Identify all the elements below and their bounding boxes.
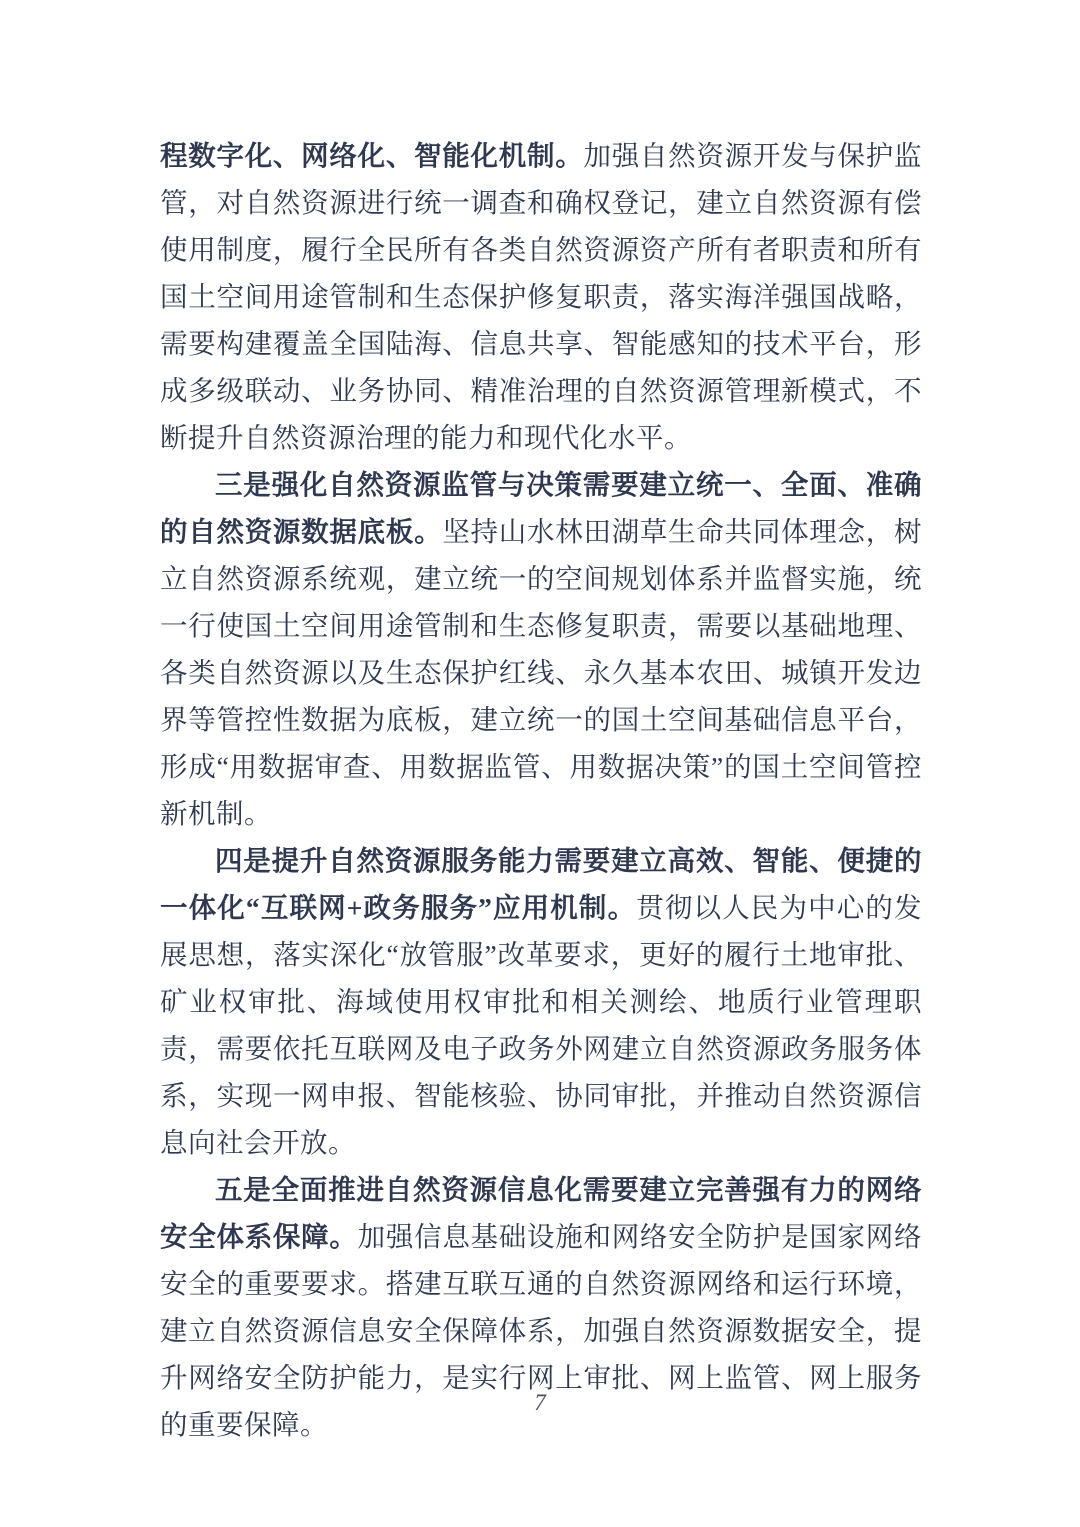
page-number: 7: [534, 1390, 546, 1415]
paragraph-lead-bold: 五是全面推进自然资源信息化需要建立完善强有力的网络安全体系保障。: [160, 1174, 922, 1252]
paragraph: [160, 132, 922, 461]
paragraph-lead-bold: 三是强化自然资源监管与决策需要建立统一、全面、准确的自然资源数据底板。: [160, 469, 922, 547]
paragraph-body-text: 贯彻以人民为中心的发展思想，落实深化“放管服”改革要求，更好的履行土地审批、矿业权审批、海域使用权审批和相关测绘、地质行业管理职责，需要依托互联网及电子政务外网建立自然资源政务服务体系，实现一网申报、智能核验、协同审批，并推动自然资源信息向社会开放。: [160, 892, 923, 1158]
paragraph: [160, 837, 922, 1166]
paragraph-lead-bold: 程数字化、网络化、智能化机制。: [160, 140, 584, 171]
paragraph-lead-bold: 四是提升自然资源服务能力需要建立高效、智能、便捷的一体化“互联网+政务服务”应用机制。: [160, 845, 922, 923]
paragraph: [160, 461, 922, 837]
text-block: [160, 132, 922, 1448]
paragraph-body-text: 坚持山水林田湖草生命共同体理念，树立自然资源系统观，建立统一的空间规划体系并监督实施，统一行使国土空间用途管制和生态修复职责，需要以基础地理、各类自然资源以及生态保护红线、永久基本农田、城镇开发边界等管控性数据为底板，建立统一的国土空间基础信息平台，形成“用数据审查、用数据监管、用数据决策”的国土空间管控新机制。: [160, 516, 923, 829]
paragraph-body-text: 加强自然资源开发与保护监管，对自然资源进行统一调查和确权登记，建立自然资源有偿使用制度，履行全民所有各类自然资源资产所有者职责和所有国土空间用途管制和生态保护修复职责，落实海洋强国战略，需要构建覆盖全国陆海、信息共享、智能感知的技术平台，形成多级联动、业务协同、精准治理的自然资源管理新模式，不断提升自然资源治理的能力和现代化水平。: [160, 140, 923, 453]
paragraph-body-text: 加强信息基础设施和网络安全防护是国家网络安全的重要要求。搭建互联互通的自然资源网络和运行环境，建立自然资源信息安全保障体系，加强自然资源数据安全，提升网络安全防护能力，是实行网上审批、网上监管、网上服务的重要保障。: [160, 1221, 923, 1440]
